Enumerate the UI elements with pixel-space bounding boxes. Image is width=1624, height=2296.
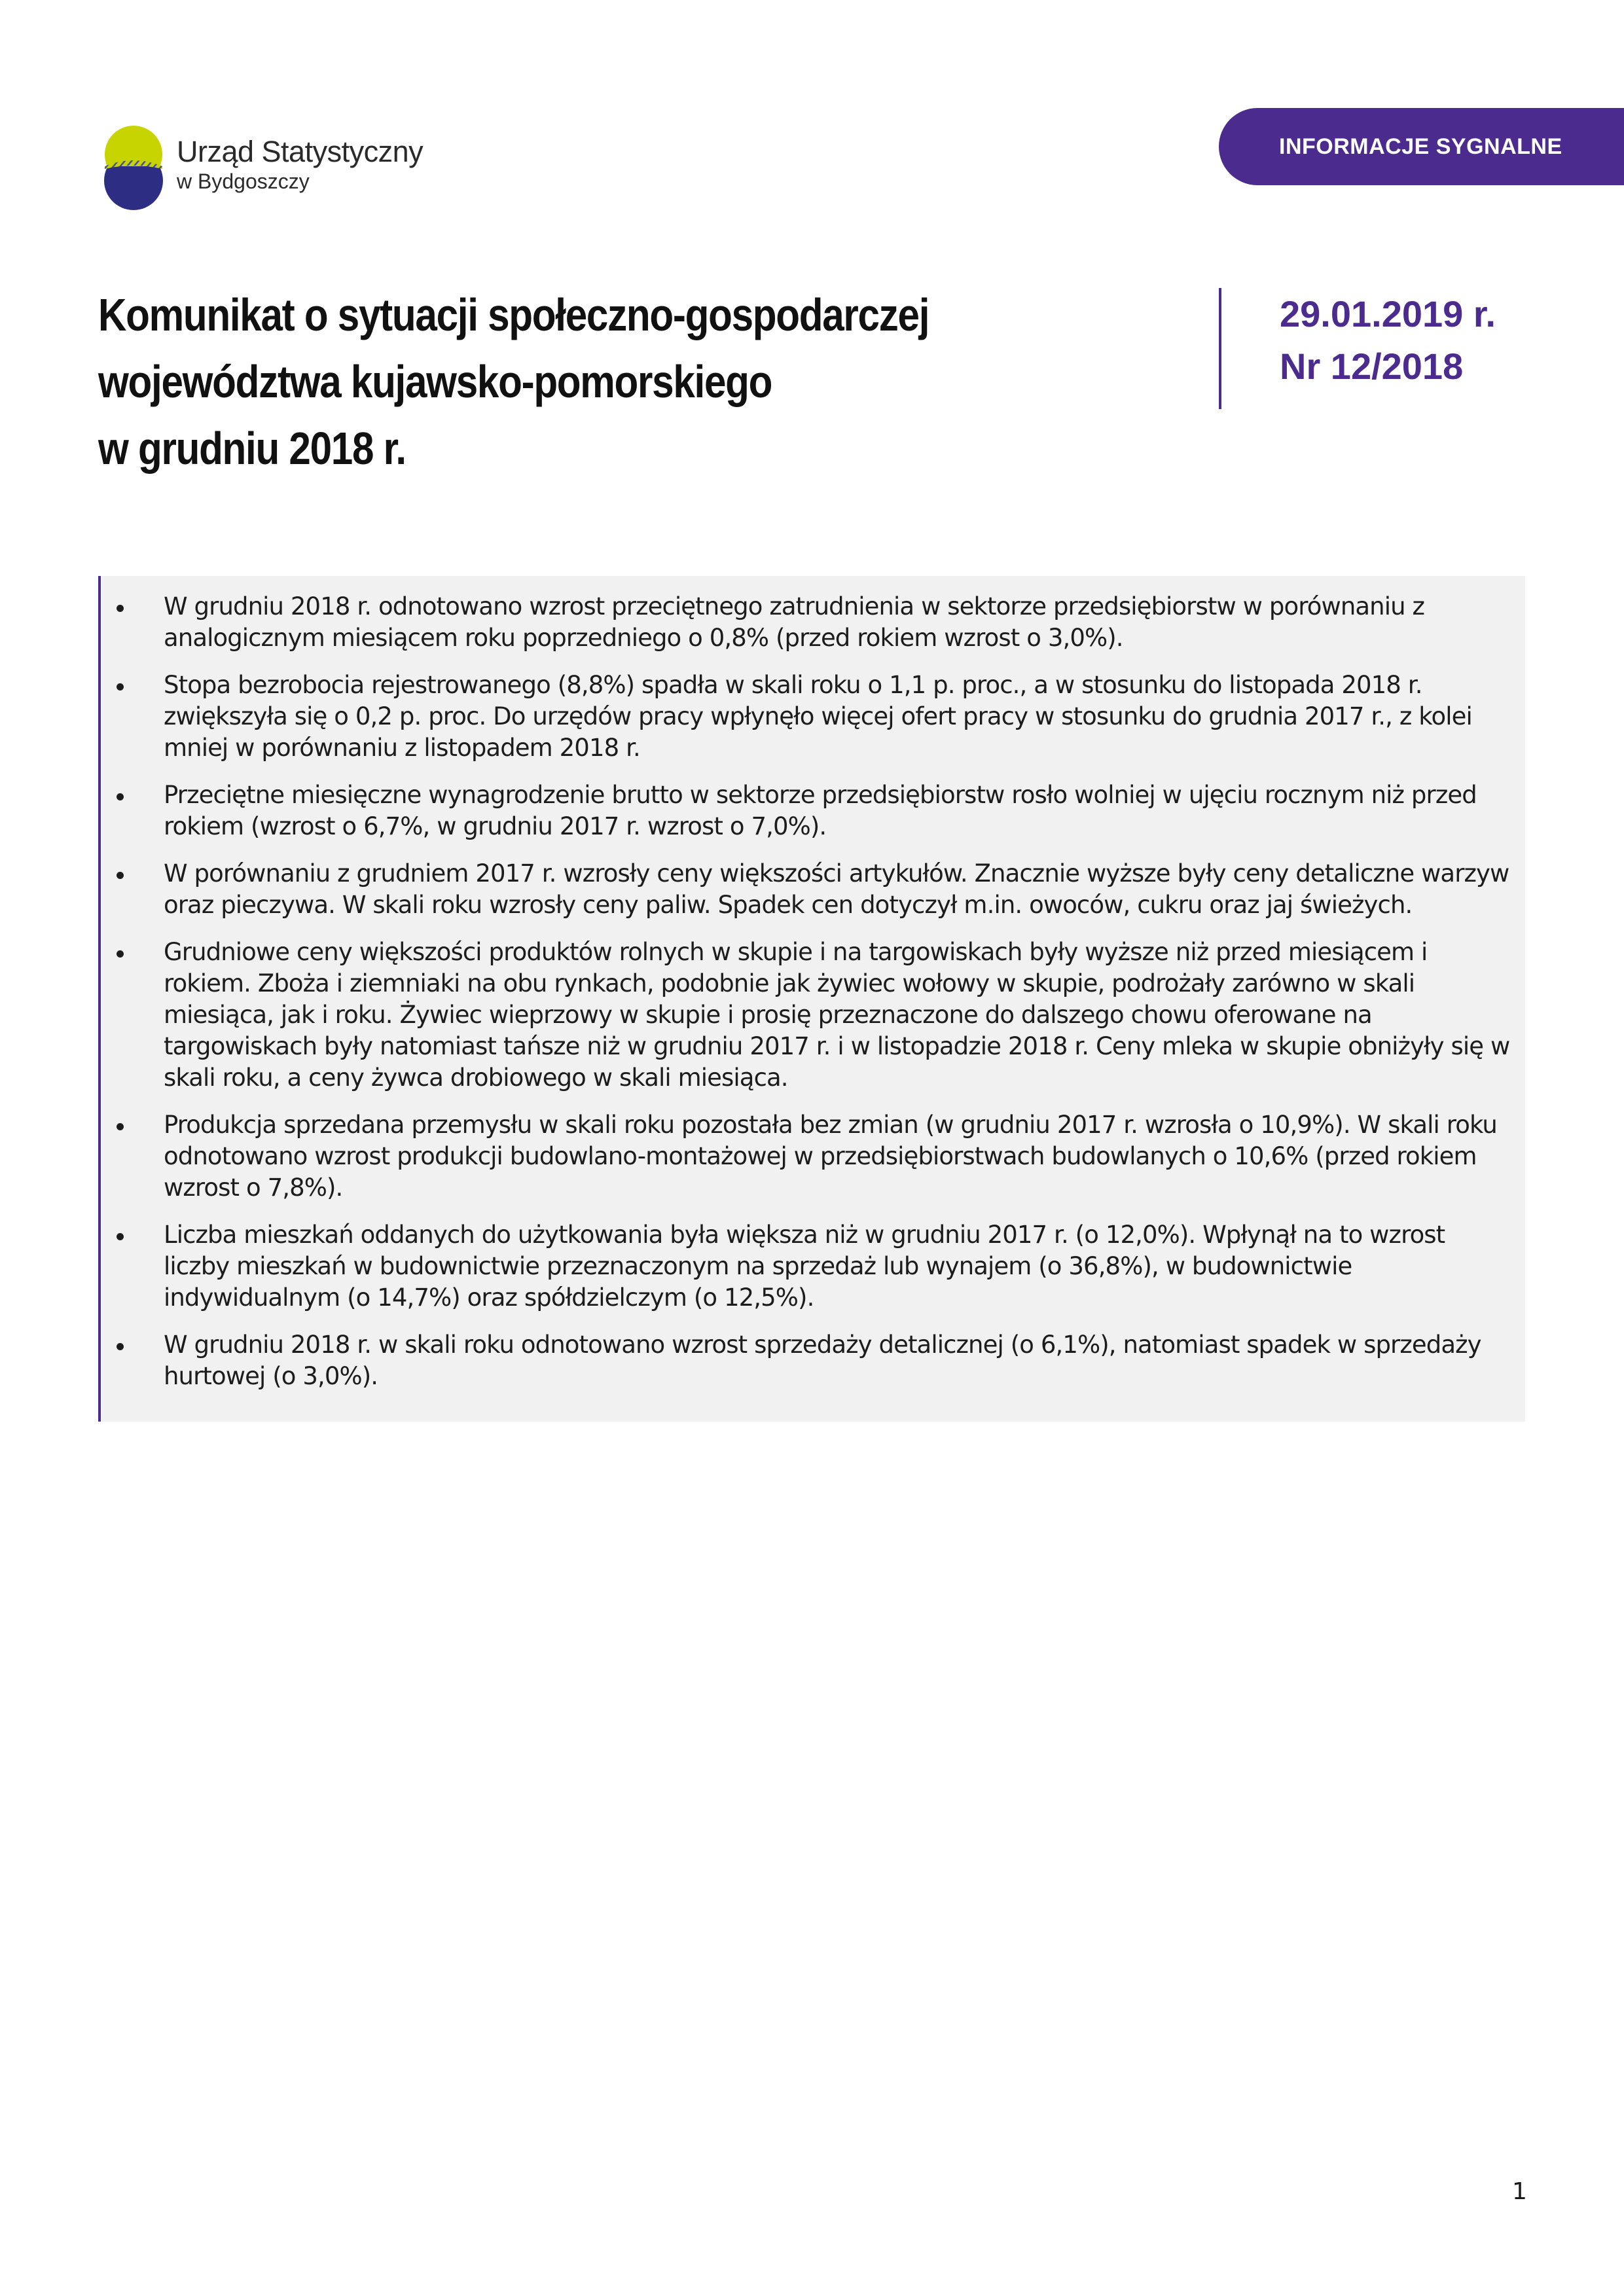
bullet-icon xyxy=(117,872,124,879)
list-item xyxy=(101,937,1512,1094)
list-item-text: Liczba mieszkań oddanych do użytkowania była większa niż w grudniu 2017 r. (o 12,0%). Wpłynął na to wzrost liczby mieszkań w budownictwie przeznaczonym na sprzedaż lub wynajem (o 36,8%), w budownictwie indywidualnym (o 14,7%) oraz spółdzielczym (o 12,5%). xyxy=(164,1221,1445,1312)
logo xyxy=(99,117,440,215)
title-line: w grudniu 2018 r. xyxy=(98,423,406,474)
bullet-icon xyxy=(117,1233,124,1240)
list-item xyxy=(101,858,1512,921)
list-item-text: Stopa bezrobocia rejestrowanego (8,8%) spadła w skali roku o 1,1 p. proc., a w stosunku do listopada 2018 r. zwiększyła się o 0,2 p. proc. Do urzędów pracy wpłynęło więcej ofert pracy w stosunku do grudnia 2017 r., z kolei mniej w porównaniu z listopadem 2018 r. xyxy=(164,671,1472,762)
header-divider xyxy=(1219,288,1221,409)
list-item xyxy=(101,780,1512,842)
bullet-icon xyxy=(117,950,124,958)
summary-box xyxy=(98,576,1525,1422)
list-item-text: Grudniowe ceny większości produktów rolnych w skupie i na targowiskach były wyższe niż przed miesiącem i rokiem. Zboża i ziemniaki na obu rynkach, podobnie jak żywiec wołowy w skupie, podrożały zarówno w skali miesiąca, jak i roku. Żywiec wieprzowy w skupie i prosię przeznaczone do dalszego chowu oferowane na targowiskach były natomiast tańsze niż w grudniu 2017 r. i w listopadzie 2018 r. Ceny mleka w skupie obniżyły się w skali roku, a ceny żywca drobiowego w skali miesiąca. xyxy=(164,938,1510,1092)
list-item xyxy=(101,1109,1512,1204)
list-item-text: Przeciętne miesięczne wynagrodzenie brutto w sektorze przedsiębiorstw rosło wolniej w ujęciu rocznym niż przed rokiem (wzrost o 6,7%, w grudniu 2017 r. wzrost o 7,0%). xyxy=(164,781,1477,840)
bullet-icon xyxy=(117,1343,124,1350)
bullet-icon xyxy=(117,1123,124,1130)
list-item-text: W grudniu 2018 r. w skali roku odnotowano wzrost sprzedaży detalicznej (o 6,1%), natomiast spadek w sprzedaży hurtowej (o 3,0%). xyxy=(164,1331,1481,1390)
list-item xyxy=(101,1329,1512,1392)
list-item xyxy=(101,591,1512,654)
publication-date: 29.01.2019 r. xyxy=(1280,293,1496,334)
page-number: 1 xyxy=(1512,2178,1527,2205)
bullet-icon xyxy=(117,683,124,691)
list-item xyxy=(101,1219,1512,1314)
bullet-icon xyxy=(117,793,124,800)
list-item-text: Produkcja sprzedana przemysłu w skali roku pozostała bez zmian (w grudniu 2017 r. wzrosła o 10,9%). W skali roku odnotowano wzrost produkcji budowlano-montażowej w przedsiębiorstwach budowlanych o 10,6% (przed rokiem wzrost o 7,8%). xyxy=(164,1111,1497,1202)
page-title xyxy=(98,281,1033,482)
category-badge: INFORMACJE SYGNALNE xyxy=(1219,108,1624,185)
list-item-text: W porównaniu z grudniem 2017 r. wzrosły ceny większości artykułów. Znacznie wyższe były ceny detaliczne warzyw oraz pieczywa. W skali roku wzrosły ceny paliw. Spadek cen dotyczył m.in. owoców, cukru oraz jaj świeżych. xyxy=(164,859,1509,919)
bullet-icon xyxy=(117,605,124,612)
logo-text xyxy=(177,135,423,194)
list-item xyxy=(101,670,1512,764)
publication-number: Nr 12/2018 xyxy=(1280,346,1464,387)
publication-meta xyxy=(1280,288,1496,393)
title-line: Komunikat o sytuacji społeczno-gospodarczej xyxy=(98,289,929,340)
summary-list xyxy=(101,591,1512,1392)
logo-subtitle: w Bydgoszczy xyxy=(177,170,310,193)
title-line: województwa kujawsko-pomorskiego xyxy=(98,356,772,407)
list-item-text: W grudniu 2018 r. odnotowano wzrost przeciętnego zatrudnienia w sektorze przedsiębiorstw w porównaniu z analogicznym miesiącem roku poprzedniego o 0,8% (przed rokiem wzrost o 3,0%). xyxy=(164,592,1425,652)
logo-title: Urząd Statystyczny xyxy=(177,135,424,168)
logo-emblem-icon xyxy=(99,117,168,215)
